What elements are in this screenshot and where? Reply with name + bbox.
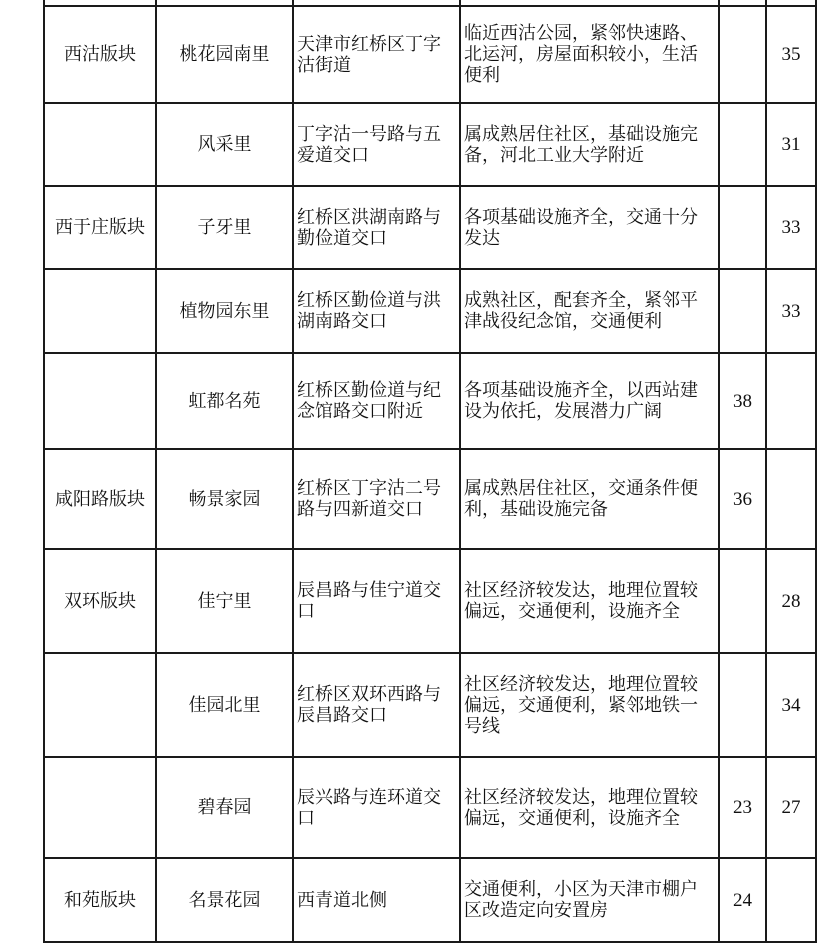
block-cell bbox=[44, 353, 156, 449]
table-row bbox=[44, 858, 816, 942]
block-cell: 咸阳路版块 bbox=[44, 449, 156, 549]
value2-cell bbox=[766, 353, 816, 449]
value2-cell: 33 bbox=[766, 269, 816, 353]
name-cell: 碧春园 bbox=[156, 757, 293, 858]
table-row bbox=[44, 6, 816, 103]
value2-cell: 28 bbox=[766, 549, 816, 653]
value1-cell: 38 bbox=[719, 353, 766, 449]
block-cell bbox=[44, 269, 156, 353]
value2-cell: 35 bbox=[766, 6, 816, 103]
description-cell: 社区经济较发达，地理位置较偏远，交通便利，紧邻地铁一号线 bbox=[460, 653, 719, 757]
name-cell: 畅景家园 bbox=[156, 449, 293, 549]
description-cell: 社区经济较发达，地理位置较偏远，交通便利，设施齐全 bbox=[460, 757, 719, 858]
value1-cell: 36 bbox=[719, 449, 766, 549]
description-cell: 各项基础设施齐全，交通十分发达 bbox=[460, 186, 719, 269]
table-row bbox=[44, 653, 816, 757]
value2-cell: 33 bbox=[766, 186, 816, 269]
block-cell: 和苑版块 bbox=[44, 858, 156, 942]
table-row bbox=[44, 449, 816, 549]
table-row bbox=[44, 103, 816, 186]
description-cell: 各项基础设施齐全，以西站建设为依托，发展潜力广阔 bbox=[460, 353, 719, 449]
table-row bbox=[44, 269, 816, 353]
value1-cell bbox=[719, 186, 766, 269]
block-cell bbox=[44, 757, 156, 858]
value1-cell bbox=[719, 103, 766, 186]
value2-cell: 34 bbox=[766, 653, 816, 757]
location-cell: 红桥区双环西路与辰昌路交口 bbox=[293, 653, 460, 757]
name-cell: 名景花园 bbox=[156, 858, 293, 942]
housing-table bbox=[43, 0, 817, 943]
name-cell: 子牙里 bbox=[156, 186, 293, 269]
value2-cell: 27 bbox=[766, 757, 816, 858]
description-cell: 交通便利，小区为天津市棚户区改造定向安置房 bbox=[460, 858, 719, 942]
value2-cell: 31 bbox=[766, 103, 816, 186]
location-cell: 红桥区勤俭道与纪念馆路交口附近 bbox=[293, 353, 460, 449]
location-cell: 辰兴路与连环道交口 bbox=[293, 757, 460, 858]
table-row bbox=[44, 353, 816, 449]
name-cell: 风采里 bbox=[156, 103, 293, 186]
location-cell: 西青道北侧 bbox=[293, 858, 460, 942]
table-row bbox=[44, 186, 816, 269]
description-cell: 属成熟居住社区，基础设施完备，河北工业大学附近 bbox=[460, 103, 719, 186]
location-cell: 丁字沽一号路与五爱道交口 bbox=[293, 103, 460, 186]
table-row bbox=[44, 757, 816, 858]
location-cell: 天津市红桥区丁字沽街道 bbox=[293, 6, 460, 103]
name-cell: 桃花园南里 bbox=[156, 6, 293, 103]
location-cell: 红桥区丁字沽二号路与四新道交口 bbox=[293, 449, 460, 549]
description-cell: 临近西沽公园，紧邻快速路、北运河，房屋面积较小，生活便利 bbox=[460, 6, 719, 103]
value1-cell bbox=[719, 269, 766, 353]
name-cell: 虹都名苑 bbox=[156, 353, 293, 449]
description-cell: 社区经济较发达，地理位置较偏远，交通便利，设施齐全 bbox=[460, 549, 719, 653]
block-cell bbox=[44, 653, 156, 757]
value2-cell bbox=[766, 858, 816, 942]
value1-cell: 24 bbox=[719, 858, 766, 942]
value1-cell: 23 bbox=[719, 757, 766, 858]
description-cell: 成熟社区，配套齐全，紧邻平津战役纪念馆，交通便利 bbox=[460, 269, 719, 353]
value1-cell bbox=[719, 549, 766, 653]
description-cell: 属成熟居住社区，交通条件便利，基础设施完备 bbox=[460, 449, 719, 549]
name-cell: 佳宁里 bbox=[156, 549, 293, 653]
table-row bbox=[44, 549, 816, 653]
name-cell: 植物园东里 bbox=[156, 269, 293, 353]
block-cell: 西于庄版块 bbox=[44, 186, 156, 269]
block-cell: 双环版块 bbox=[44, 549, 156, 653]
value1-cell bbox=[719, 6, 766, 103]
name-cell: 佳园北里 bbox=[156, 653, 293, 757]
value2-cell bbox=[766, 449, 816, 549]
value1-cell bbox=[719, 653, 766, 757]
block-cell: 西沽版块 bbox=[44, 6, 156, 103]
block-cell bbox=[44, 103, 156, 186]
location-cell: 辰昌路与佳宁道交口 bbox=[293, 549, 460, 653]
location-cell: 红桥区洪湖南路与勤俭道交口 bbox=[293, 186, 460, 269]
location-cell: 红桥区勤俭道与洪湖南路交口 bbox=[293, 269, 460, 353]
